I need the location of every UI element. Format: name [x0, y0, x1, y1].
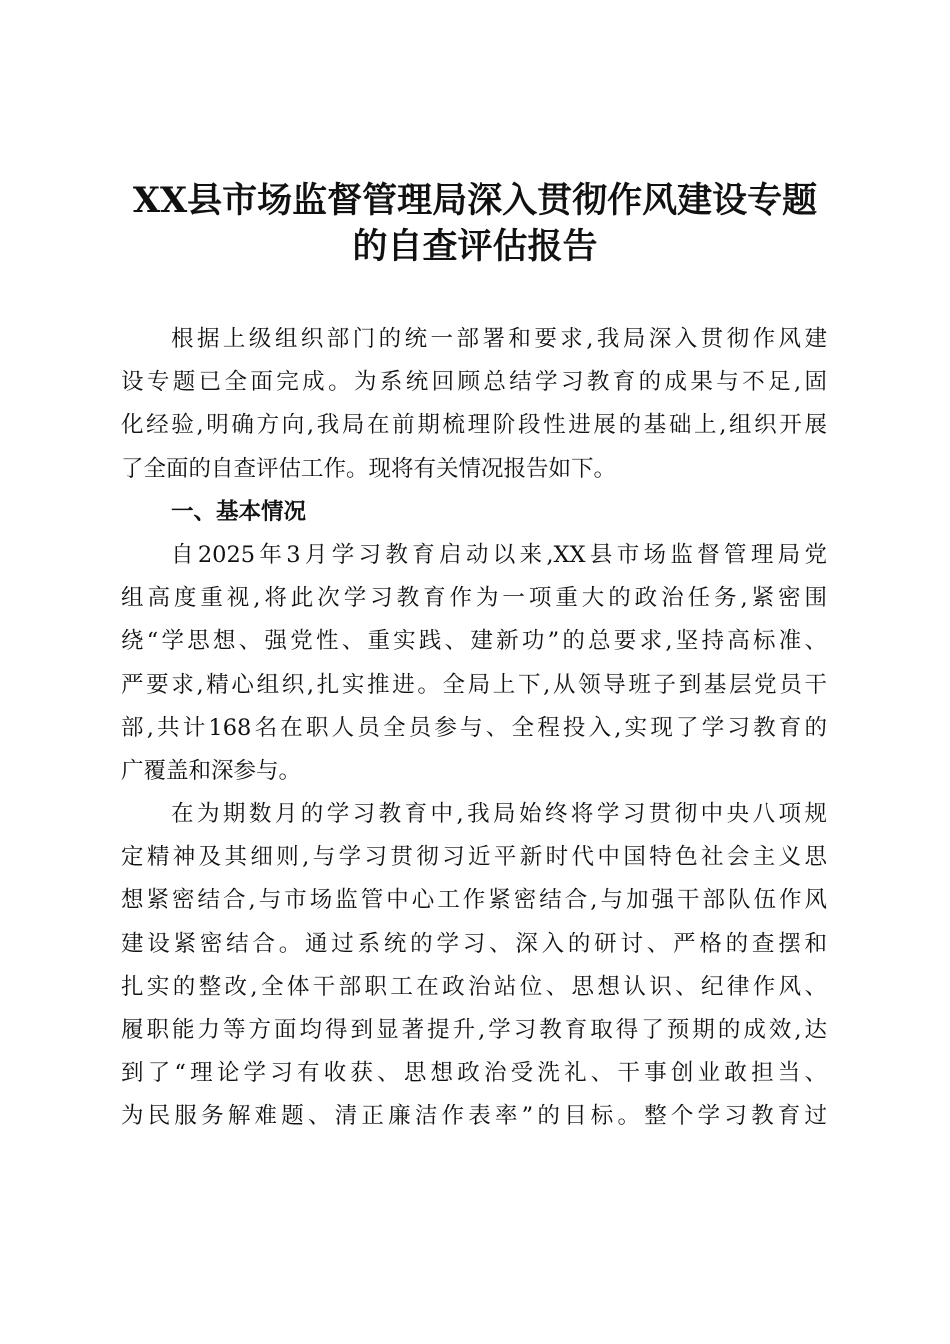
paragraph-line: 了全面的自查评估工作。现将有关情况报告如下。: [121, 455, 617, 482]
paragraph-line: 到了“理论学习有收获、思想政治受洗礼、干事创业敢担当、: [121, 1060, 827, 1087]
paragraph-line: 部,共计168名在职人员全员参与、全程投入,实现了学习教育的: [121, 714, 827, 741]
paragraph-line: 设专题已全面完成。为系统回顾总结学习教育的成果与不足,固: [121, 369, 827, 396]
section-heading-basic-situation: 一、基本情况: [171, 498, 307, 525]
paragraph-line: 化经验,明确方向,我局在前期梳理阶段性进展的基础上,组织开展: [121, 412, 827, 439]
paragraph-line: 严要求,精心组织,扎实推进。全局上下,从领导班子到基层党员干: [121, 671, 827, 698]
paragraph-overview: [121, 534, 827, 793]
paragraph-line: 履职能力等方面均得到显著提升,学习教育取得了预期的成效,达: [121, 1017, 827, 1043]
paragraph-intro: [121, 318, 827, 491]
paragraph-line: 根据上级组织部门的统一部署和要求,我局深入贯彻作风建: [171, 326, 827, 352]
paragraph-line: 在为期数月的学习教育中,我局始终将学习贯彻中央八项规: [171, 801, 827, 828]
paragraph-line: 建设紧密结合。通过系统的学习、深入的研讨、严格的查摆和: [121, 930, 827, 957]
paragraph-achievements: [121, 793, 827, 1139]
document-body: [121, 318, 827, 1139]
paragraph-line: 想紧密结合,与市场监管中心工作紧密结合,与加强干部队伍作风: [121, 887, 827, 914]
paragraph-line: 自2025年3月学习教育启动以来,XX县市场监督管理局党: [171, 541, 827, 568]
paragraph-line: 扎实的整改,全体干部职工在政治站位、思想认识、纪律作风、: [121, 973, 827, 1000]
paragraph-line: 组高度重视,将此次学习教育作为一项重大的政治任务,紧密围: [121, 585, 827, 612]
title-line-2: 的自查评估报告: [352, 226, 598, 267]
paragraph-line: 为民服务解难题、清正廉洁作表率”的目标。整个学习教育过: [121, 1103, 827, 1130]
paragraph-line: 广覆盖和深参与。: [121, 757, 302, 784]
document-title: [100, 178, 850, 270]
paragraph-line: 绕“学思想、强党性、重实践、建新功”的总要求,坚持高标准、: [121, 628, 827, 655]
title-line-1: XX县市场监督管理局深入贯彻作风建设专题: [132, 180, 818, 221]
paragraph-line: 定精神及其细则,与学习贯彻习近平新时代中国特色社会主义思: [121, 844, 827, 871]
